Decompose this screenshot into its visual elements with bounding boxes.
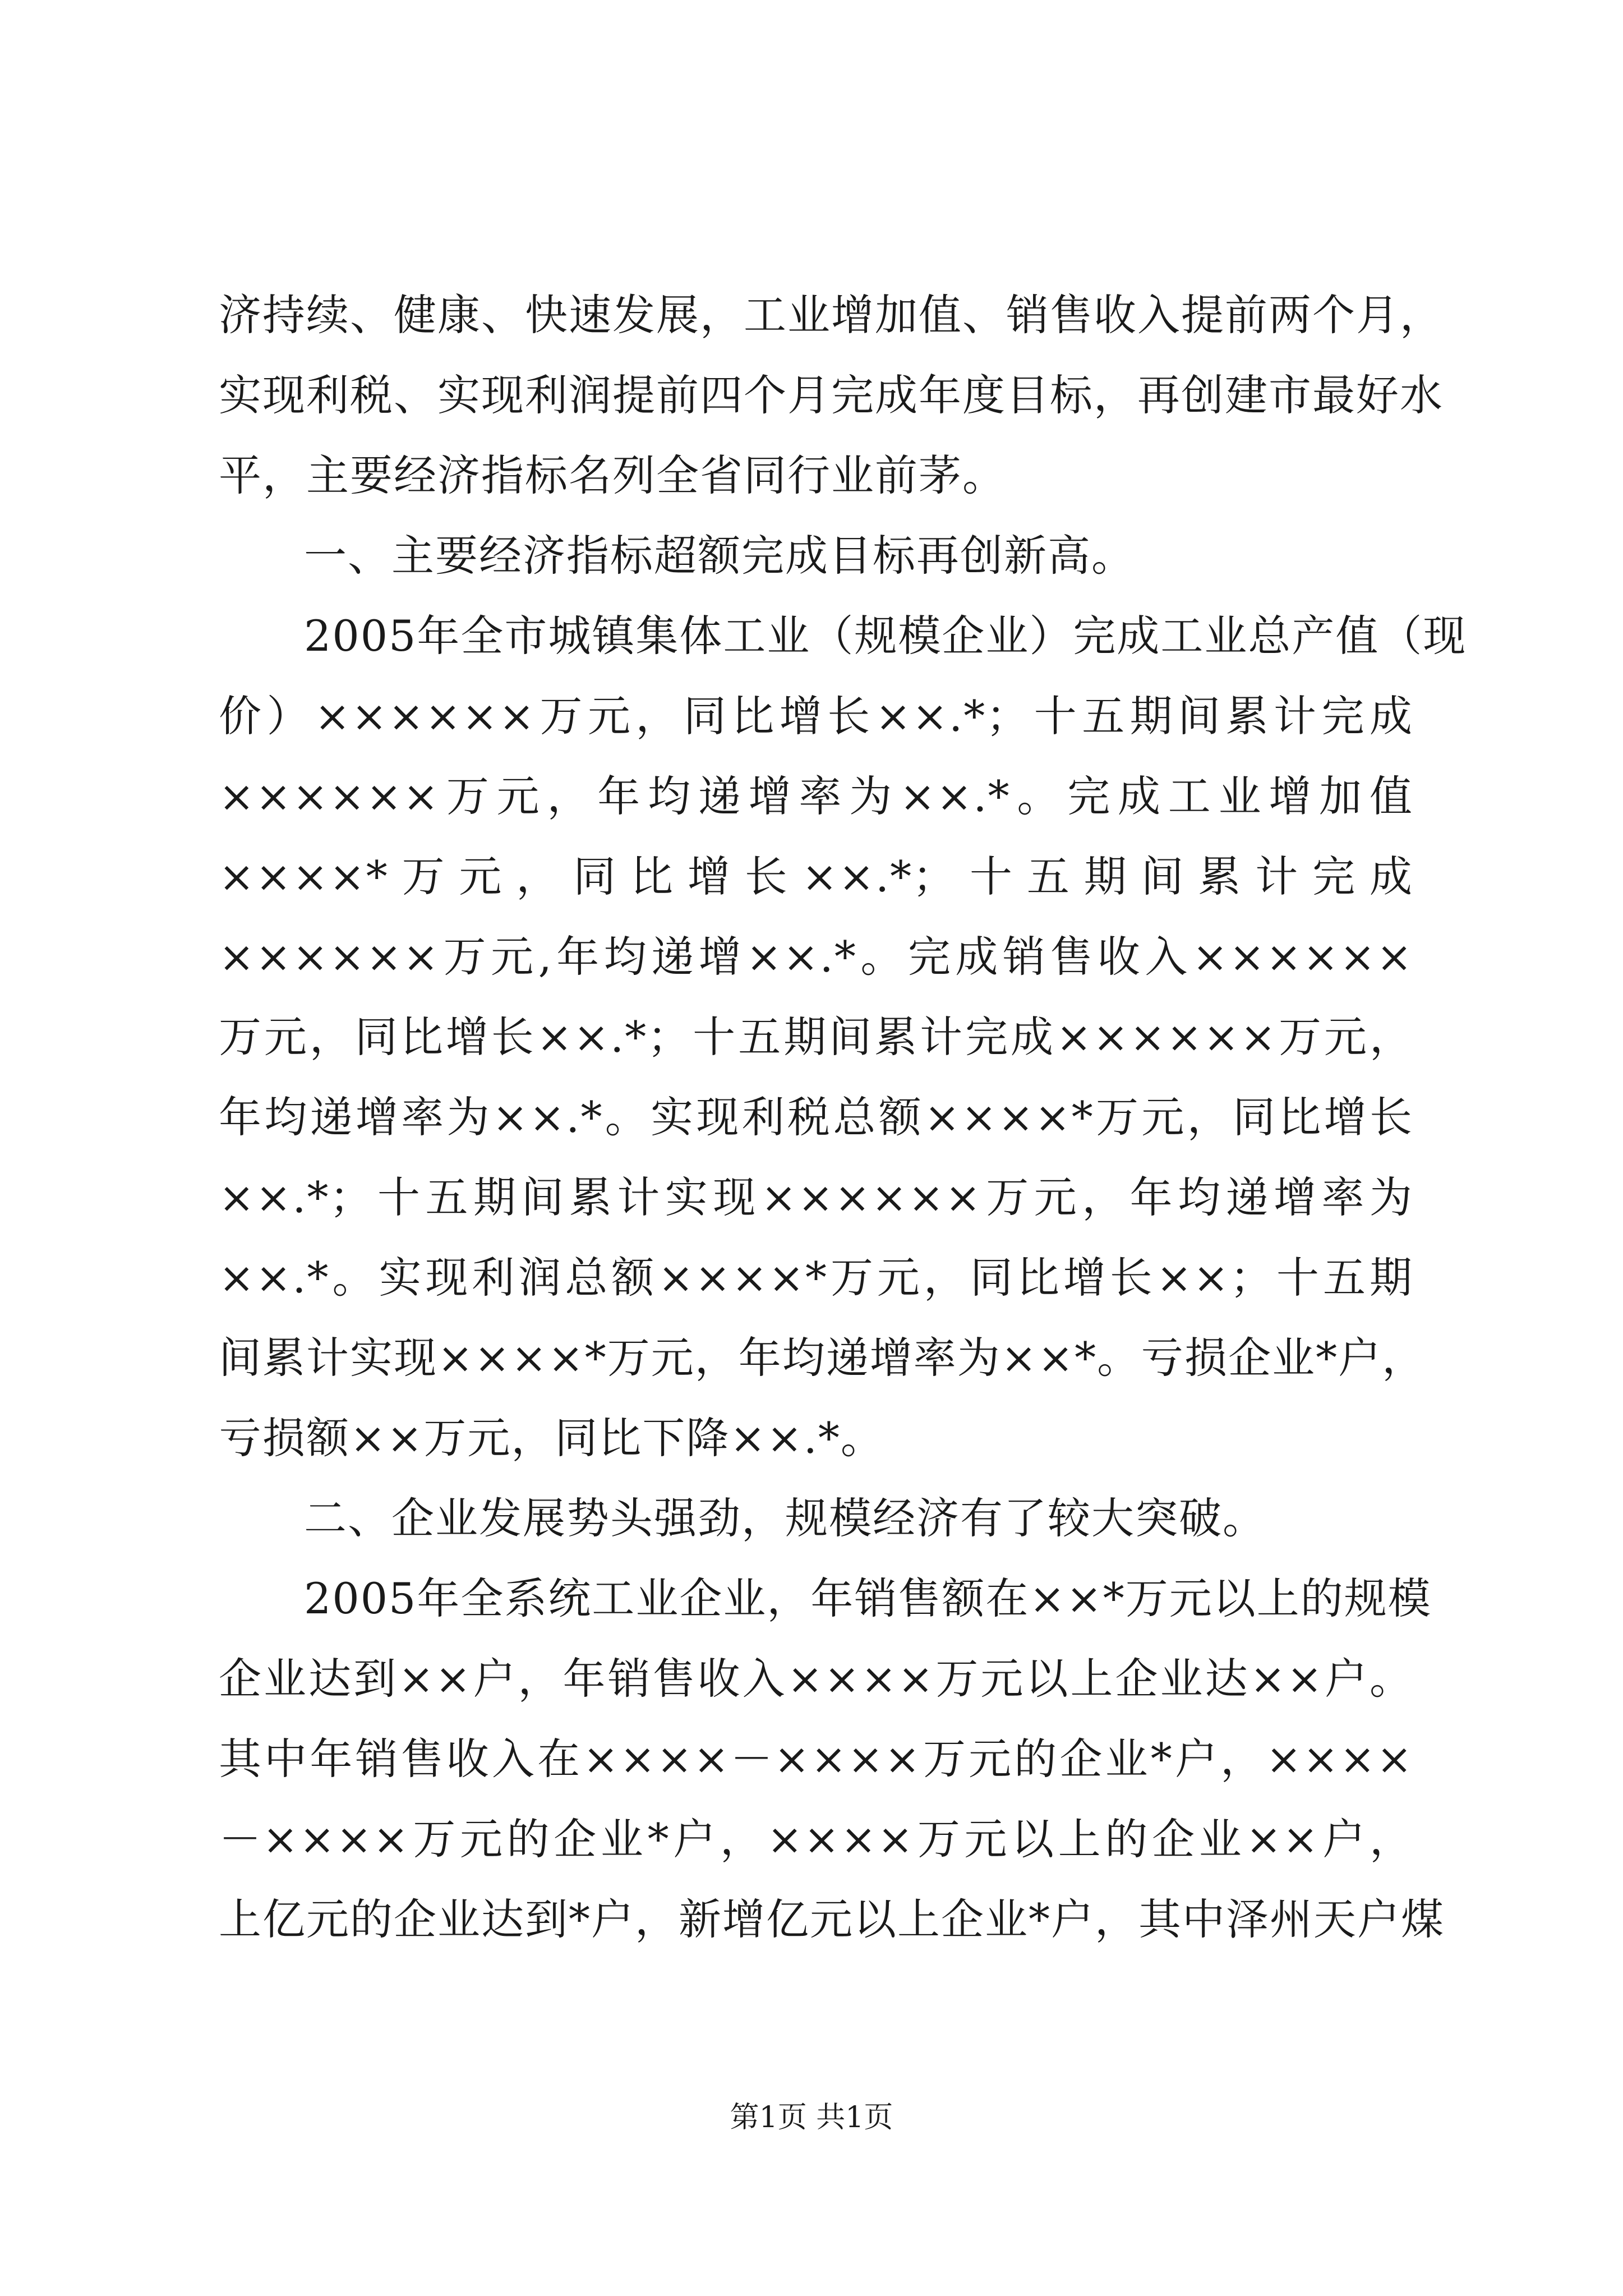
section-heading-2: 二、企业发展势头强劲，规模经济有了较大突破。 [304,1493,1266,1543]
text-line: ××.*；十五期间累计实现××××××万元，年均递增率为 [219,1172,1413,1222]
text-line: 济持续、健康、快速发展，工业增加值、销售收入提前两个月， [219,290,1444,340]
text-line: 2005年全市城镇集体工业（规模企业）完成工业总产值（现 [304,611,1467,661]
text-line: 上亿元的企业达到*户，新增亿元以上企业*户，其中泽州天户煤 [219,1894,1445,1944]
text-line: 平，主要经济指标名列全省同行业前茅。 [219,450,1006,500]
text-line: 价）××××××万元，同比增长××.*；十五期间累计完成 [219,691,1413,741]
text-line: 年均递增率为××.*。实现利税总额××××*万元，同比增长 [219,1092,1413,1142]
text-line: 实现利税、实现利润提前四个月完成年度目标，再创建市最好水 [219,370,1444,420]
document-body [219,275,1467,1959]
section-heading-1: 一、主要经济指标超额完成目标再创新高。 [304,531,1135,581]
text-line: ××.*。实现利润总额××××*万元，同比增长××；十五期 [219,1253,1413,1303]
text-line: ××××××万元，年均递增率为××.*。完成工业增加值 [219,771,1413,821]
text-line: 其中年销售收入在××××－××××万元的企业*户，×××× [219,1734,1413,1784]
page-footer [0,2098,1623,2137]
text-line: 2005年全系统工业企业，年销售额在××*万元以上的规模 [304,1573,1432,1623]
text-line: 亏损额××万元，同比下降××.*。 [219,1413,884,1463]
text-line: 企业达到××户，年销售收入××××万元以上企业达××户。 [219,1654,1413,1704]
text-line: 万元，同比增长××.*；十五期间累计完成××××××万元， [219,1012,1413,1062]
page-number-label: 第1页 共1页 [730,2101,893,2134]
text-line: 间累计实现××××*万元，年均递增率为××*。亏损企业*户， [219,1333,1426,1383]
text-line: －××××万元的企业*户，××××万元以上的企业××户， [219,1814,1413,1864]
text-line: ××××××万元,年均递增××.*。完成销售收入×××××× [219,932,1413,982]
text-line: ××××*万元，同比增长××.*；十五期间累计完成 [219,852,1413,901]
